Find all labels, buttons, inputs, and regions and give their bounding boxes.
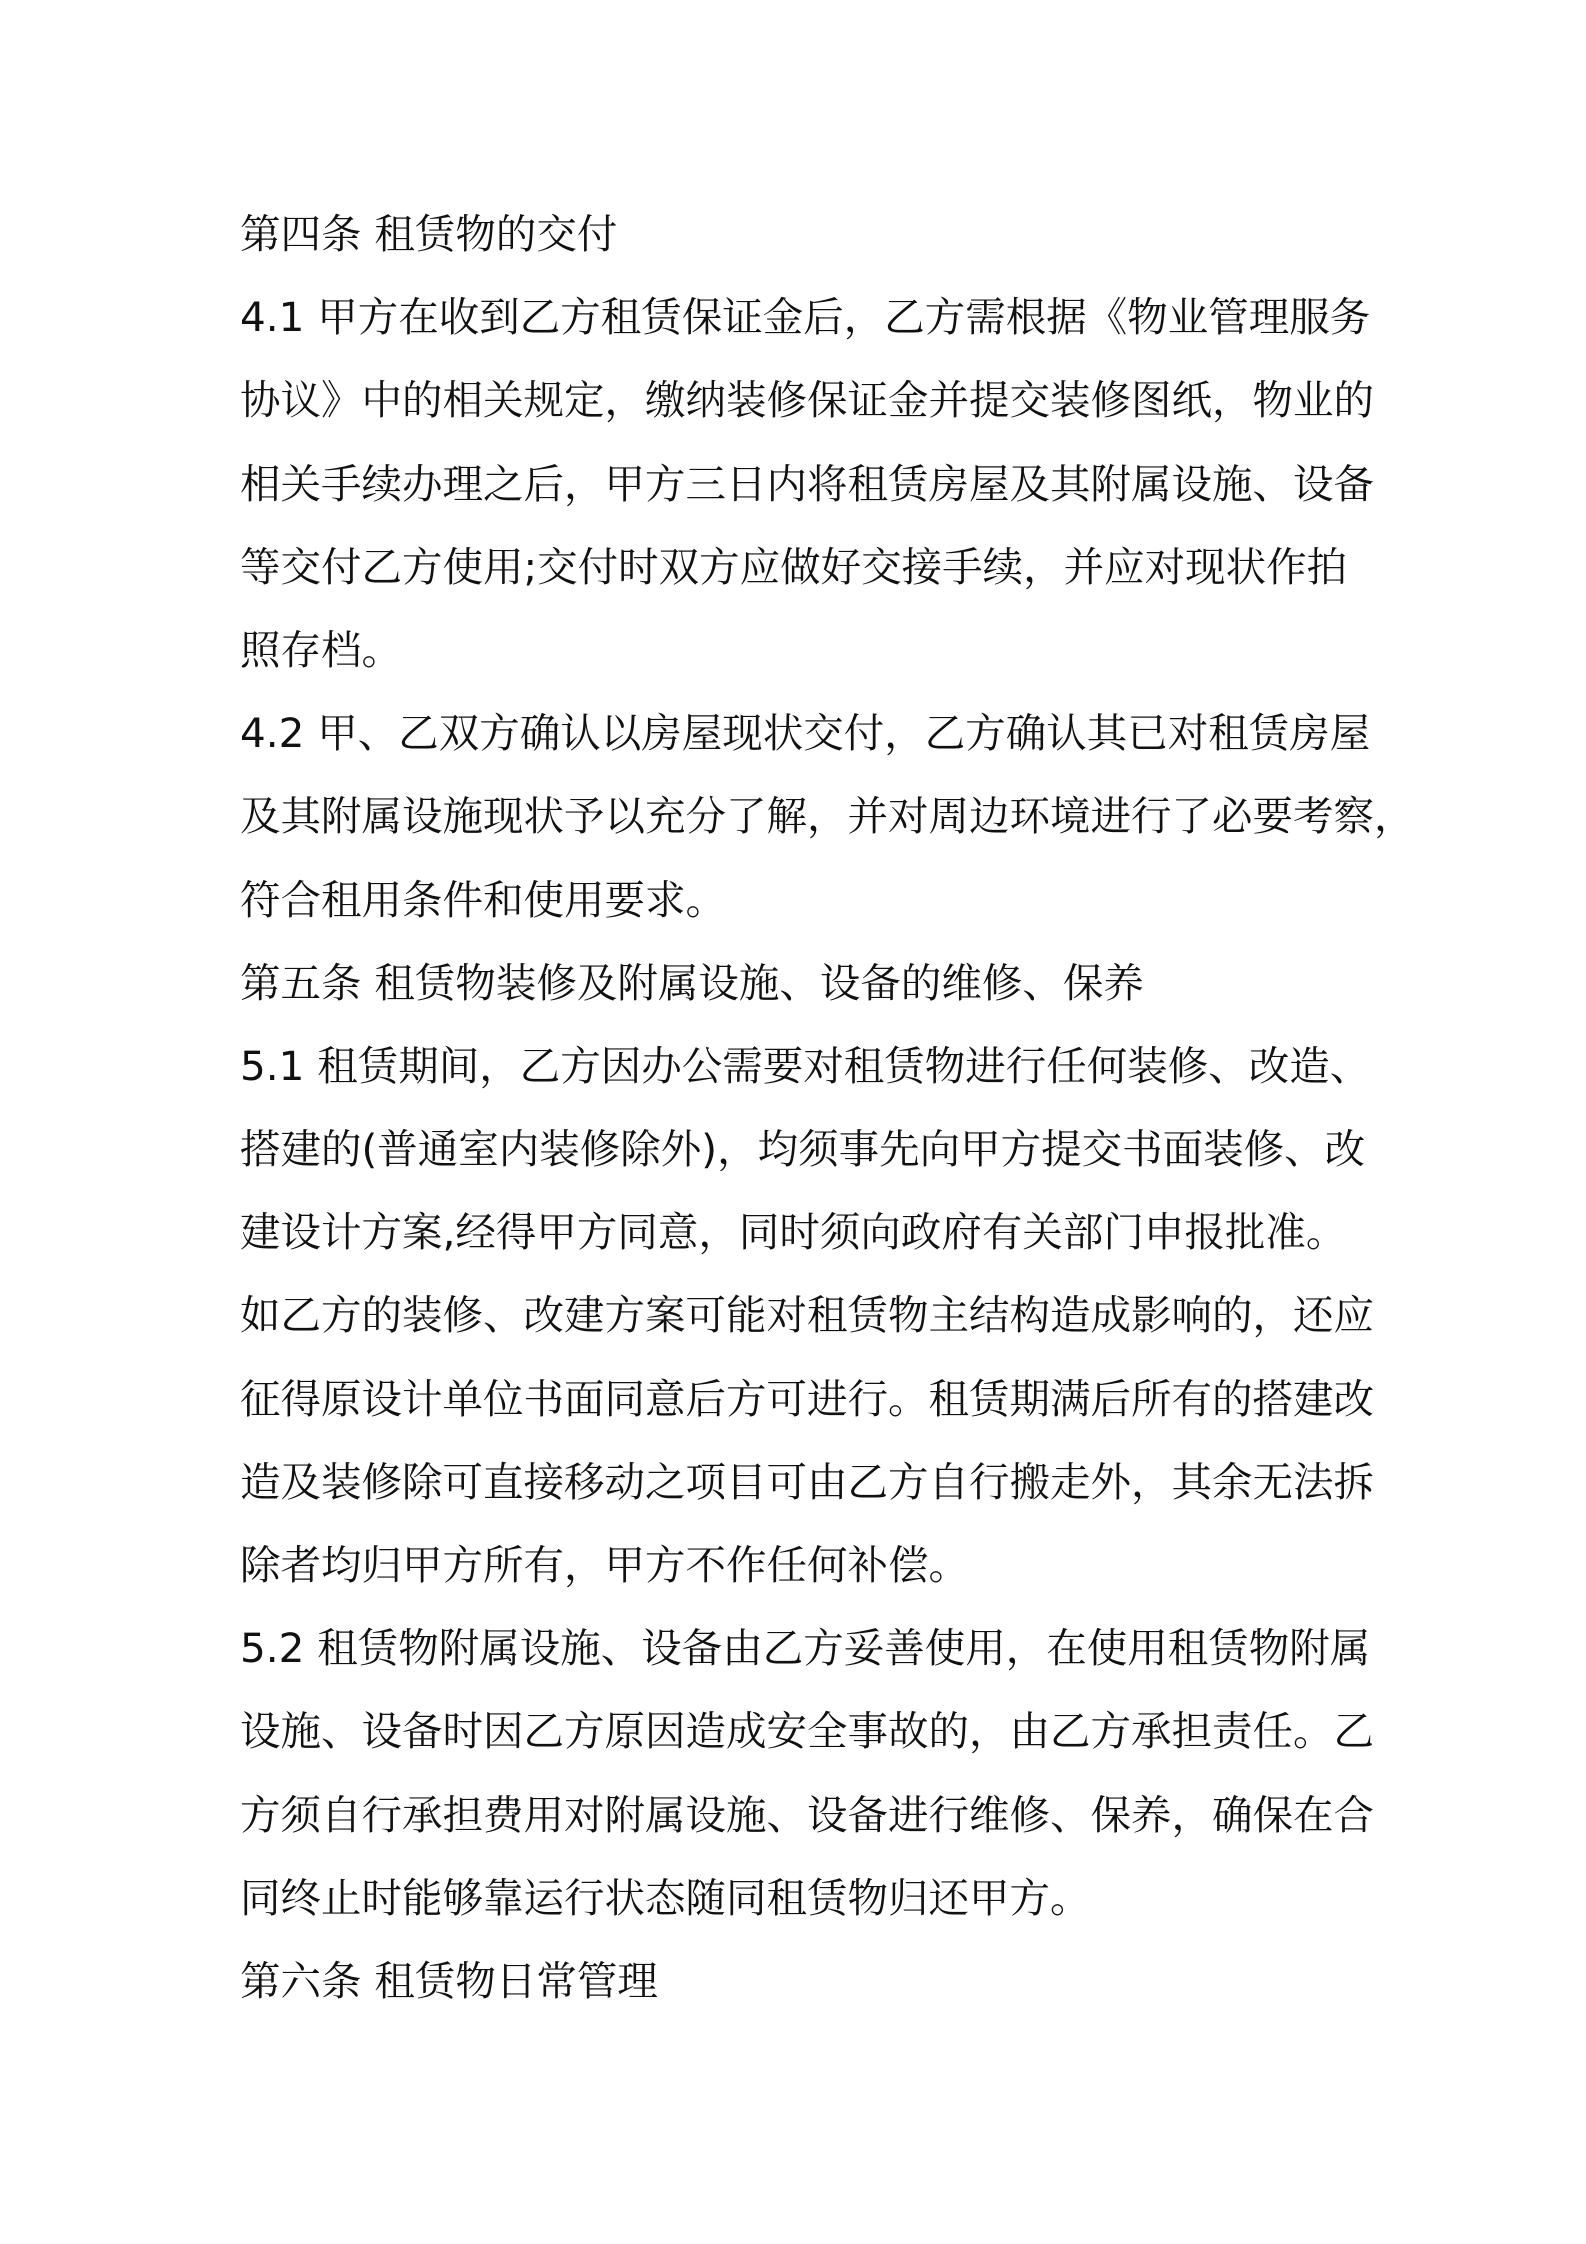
clause-5-2-line-4: 同终止时能够靠运行状态随同租赁物归还甲方。 <box>240 1873 1091 1922</box>
clause-4-1-line-4: 等交付乙方使用;交付时双方应做好交接手续，并应对现状作拍 <box>240 542 1348 591</box>
clause-5-1-line-6: 造及装修除可直接移动之项目可由乙方自行搬走外，其余无法拆 <box>240 1457 1374 1506</box>
clause-5-1-line-3: 建设计方案,经得甲方同意，同时须向政府有关部门申报批准。 <box>240 1208 1347 1257</box>
clause-5-1-line-5: 征得原设计单位书面同意后方可进行。租赁期满后所有的搭建改 <box>240 1374 1374 1423</box>
clause-4-2-line-1: 4.2 甲、乙双方确认以房屋现状交付，乙方确认其已对租赁房屋 <box>240 709 1371 758</box>
clause-4-1-line-3: 相关手续办理之后，甲方三日内将租赁房屋及其附属设施、设备 <box>240 459 1374 508</box>
clause-4-2-line-3: 符合租用条件和使用要求。 <box>240 875 726 924</box>
clause-5-2-line-2: 设施、设备时因乙方原因造成安全事故的，由乙方承担责任。乙 <box>240 1707 1374 1756</box>
clause-4-2-line-2: 及其附属设施现状予以充分了解，并对周边环境进行了必要考察， <box>240 792 1415 841</box>
article-6-heading: 第六条 租赁物日常管理 <box>240 1956 658 2005</box>
clause-5-1-line-1: 5.1 租赁期间，乙方因办公需要对租赁物进行任何装修、改造、 <box>240 1041 1371 1090</box>
clause-4-1-line-2: 协议》中的相关规定，缴纳装修保证金并提交装修图纸，物业的 <box>240 376 1374 425</box>
clause-5-1-line-7: 除者均归甲方所有，甲方不作任何补偿。 <box>240 1541 969 1589</box>
clause-4-1-line-1: 4.1 甲方在收到乙方租赁保证金后，乙方需根据《物业管理服务 <box>240 293 1371 342</box>
clause-5-1-line-2: 搭建的(普通室内装修除外)，均须事先向甲方提交书面装修、改 <box>240 1125 1366 1174</box>
article-5-heading: 第五条 租赁物装修及附属设施、设备的维修、保养 <box>240 958 1144 1007</box>
contract-page <box>240 193 1415 2023</box>
clause-5-2-line-3: 方须自行承担费用对附属设施、设备进行维修、保养，确保在合 <box>240 1790 1374 1839</box>
clause-5-1-line-4: 如乙方的装修、改建方案可能对租赁物主结构造成影响的，还应 <box>240 1291 1374 1340</box>
clause-4-1-line-5: 照存档。 <box>240 625 402 674</box>
clause-5-2-line-1: 5.2 租赁物附属设施、设备由乙方妥善使用，在使用租赁物附属 <box>240 1624 1371 1673</box>
article-4-heading: 第四条 租赁物的交付 <box>240 210 618 258</box>
